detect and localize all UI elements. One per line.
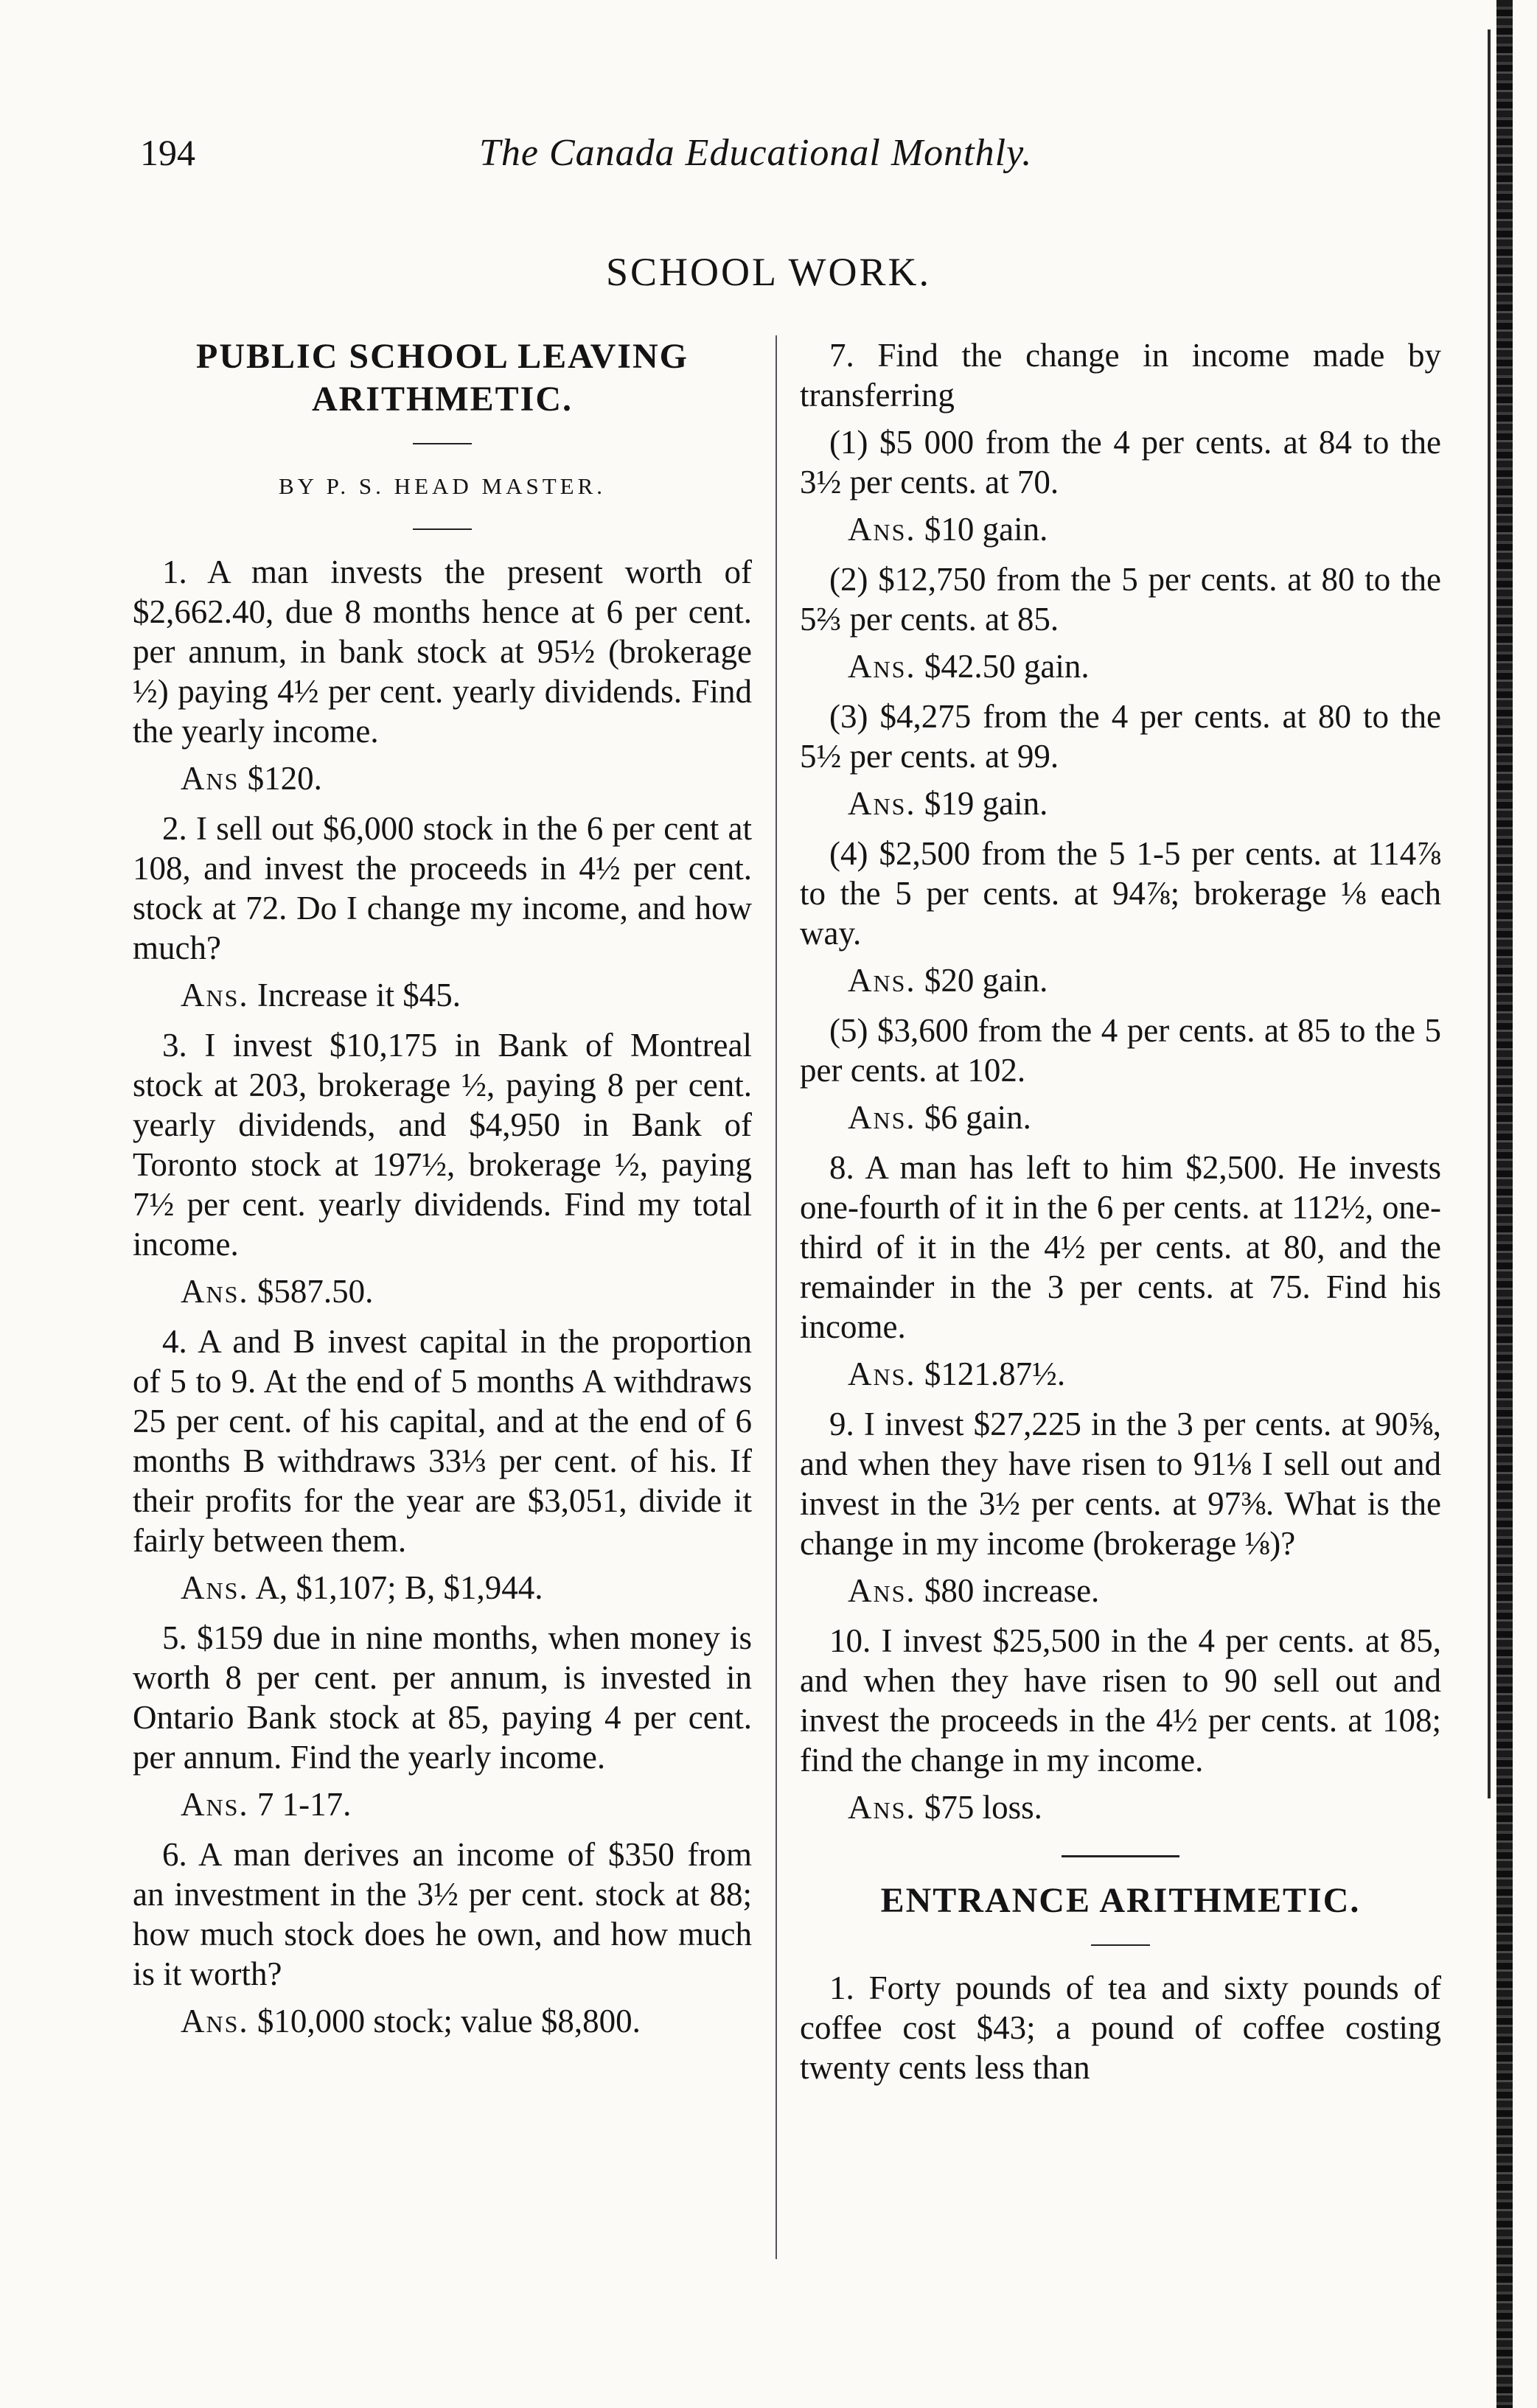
answer-value: $6 gain. [924, 1099, 1031, 1136]
answer-7-4 [800, 960, 1441, 1000]
page-number: 194 [140, 132, 195, 173]
answer-value: $587.50. [257, 1273, 374, 1310]
short-rule [413, 528, 472, 530]
entrance-problem-1: 1. Forty pounds of tea and sixty pounds of coffee cost $43; a pound of coffee costing twenty cents less than [800, 1969, 1441, 2086]
problem-7-intro: 7. Find the change in income made by transferring [800, 337, 1441, 413]
entrance-arithmetic-heading: ENTRANCE ARITHMETIC. [880, 1881, 1361, 1920]
column-divider [776, 335, 777, 2259]
answer-value: $42.50 gain. [924, 648, 1090, 685]
answer-label: Ans [181, 760, 240, 797]
heading-line-1: PUBLIC SCHOOL LEAVING [196, 337, 689, 376]
answer-label: Ans. [181, 1273, 249, 1310]
answer-7-1 [800, 509, 1441, 549]
problem-7-part-3: (3) $4,275 from the 4 per cents. at 80 to the 5½ per cents. at 99. [800, 698, 1441, 775]
answer-label: Ans. [181, 977, 249, 1013]
answer-value: Increase it $45. [257, 977, 461, 1013]
problem-7-part-4: (4) $2,500 from the 5 1-5 per cents. at 114⅞ to the 5 per cents. at 94⅞; brokerage ⅛ each way. [800, 835, 1441, 952]
byline: BY P. S. HEAD MASTER. [278, 473, 607, 499]
answer-2 [133, 975, 752, 1015]
answer-3 [133, 1271, 752, 1311]
problem-7-part-1: (1) $5 000 from the 4 per cents. at 84 to the 3½ per cents. at 70. [800, 424, 1441, 500]
answer-label: Ans. [848, 1789, 916, 1826]
answer-label: Ans. [181, 2003, 249, 2039]
leaving-arithmetic-heading [133, 335, 752, 421]
running-title: The Canada Educational Monthly. [479, 132, 1033, 174]
heading-line-2: ARITHMETIC. [311, 380, 574, 419]
answer-label: Ans. [848, 1572, 916, 1609]
answer-value: $80 increase. [924, 1572, 1100, 1609]
answer-label: Ans. [848, 962, 916, 999]
answer-9 [800, 1571, 1441, 1610]
answer-value: 7 1-17. [257, 1786, 352, 1823]
answer-4 [133, 1568, 752, 1608]
answer-value: $20 gain. [924, 962, 1048, 999]
problem-2: 2. I sell out $6,000 stock in the 6 per cent at 108, and invest the proceeds in 4½ per cent. stock at 72. Do I change my income, and how much? [133, 810, 752, 966]
answer-label: Ans. [181, 1569, 249, 1606]
short-rule [413, 443, 472, 444]
answer-5 [133, 1784, 752, 1824]
answer-value: $19 gain. [924, 785, 1048, 822]
problem-3: 3. I invest $10,175 in Bank of Montreal stock at 203, brokerage ½, paying 8 per cent. yearly dividends, and $4,950 in Bank of Toronto stock at 197½, brokerage ½, paying 7½ per cent. yearly dividends. Find my total income. [133, 1027, 752, 1263]
problem-5: 5. $159 due in nine months, when money is worth 8 per cent. per annum, is invested in Ontario Bank stock at 85, paying 4 per cent. per annum. Find the yearly income. [133, 1619, 752, 1776]
answer-7-2 [800, 646, 1441, 686]
page-edge-shadow [1496, 0, 1513, 2408]
right-column [800, 335, 1441, 2095]
problem-10: 10. I invest $25,500 in the 4 per cents. at 85, and when they have risen to 90 sell out and invest the proceeds in the 4½ per cents. at 108; find the change in my income. [800, 1622, 1441, 1779]
answer-6 [133, 2001, 752, 2041]
answer-value: A, $1,107; B, $1,944. [255, 1569, 543, 1606]
answer-8 [800, 1354, 1441, 1394]
problem-6: 6. A man derives an income of $350 from an investment in the 3½ per cent. stock at 88; how much stock does he own, and how much is it worth? [133, 1836, 752, 1992]
answer-10 [800, 1787, 1441, 1827]
answer-value: $121.87½. [924, 1355, 1066, 1392]
problem-7-part-2: (2) $12,750 from the 5 per cents. at 80 to the 5⅔ per cents. at 85. [800, 561, 1441, 638]
answer-value: $75 loss. [924, 1789, 1042, 1826]
answer-label: Ans. [848, 1099, 916, 1136]
answer-value: $10 gain. [924, 511, 1048, 548]
problem-8: 8. A man has left to him $2,500. He invests one-fourth of it in the 6 per cents. at 112½, one-third of it in the 4½ per cents. at 80, and the remainder in the 3 per cents. at 75. Find his income. [800, 1149, 1441, 1345]
answer-label: Ans. [848, 785, 916, 822]
answer-7-5 [800, 1097, 1441, 1137]
problem-4: 4. A and B invest capital in the proportion of 5 to 9. At the end of 5 months A withdraws 25 per cent. of his capital, and at the end of 6 months B withdraws 33⅓ per cent. of his. If their profits for the year are $3,051, divide it fairly between them. [133, 1323, 752, 1559]
page-header [140, 131, 1216, 198]
answer-1 [133, 758, 752, 798]
problem-7-part-5: (5) $3,600 from the 4 per cents. at 85 to the 5 per cents. at 102. [800, 1012, 1441, 1089]
page-edge-line [1488, 29, 1491, 1798]
problem-9: 9. I invest $27,225 in the 3 per cents. at 90⅝, and when they have risen to 91⅛ I sell out and invest in the 3½ per cents. at 97⅜. What is the change in my income (brokerage ⅛)? [800, 1406, 1441, 1562]
section-title: SCHOOL WORK. [605, 250, 932, 294]
answer-label: Ans. [181, 1786, 249, 1823]
answer-7-3 [800, 784, 1441, 823]
answer-value: $10,000 stock; value $8,800. [257, 2003, 641, 2039]
problem-1: 1. A man invests the present worth of $2,662.40, due 8 months hence at 6 per cent. per annum, in bank stock at 95½ (brokerage ½) paying 4½ per cent. yearly dividends. Find the yearly income. [133, 554, 752, 750]
answer-value: $120. [247, 760, 322, 797]
left-column [133, 335, 752, 2051]
answer-label: Ans. [848, 648, 916, 685]
answer-label: Ans. [848, 511, 916, 548]
short-rule [1091, 1944, 1150, 1946]
section-rule [1062, 1855, 1179, 1857]
answer-label: Ans. [848, 1355, 916, 1392]
